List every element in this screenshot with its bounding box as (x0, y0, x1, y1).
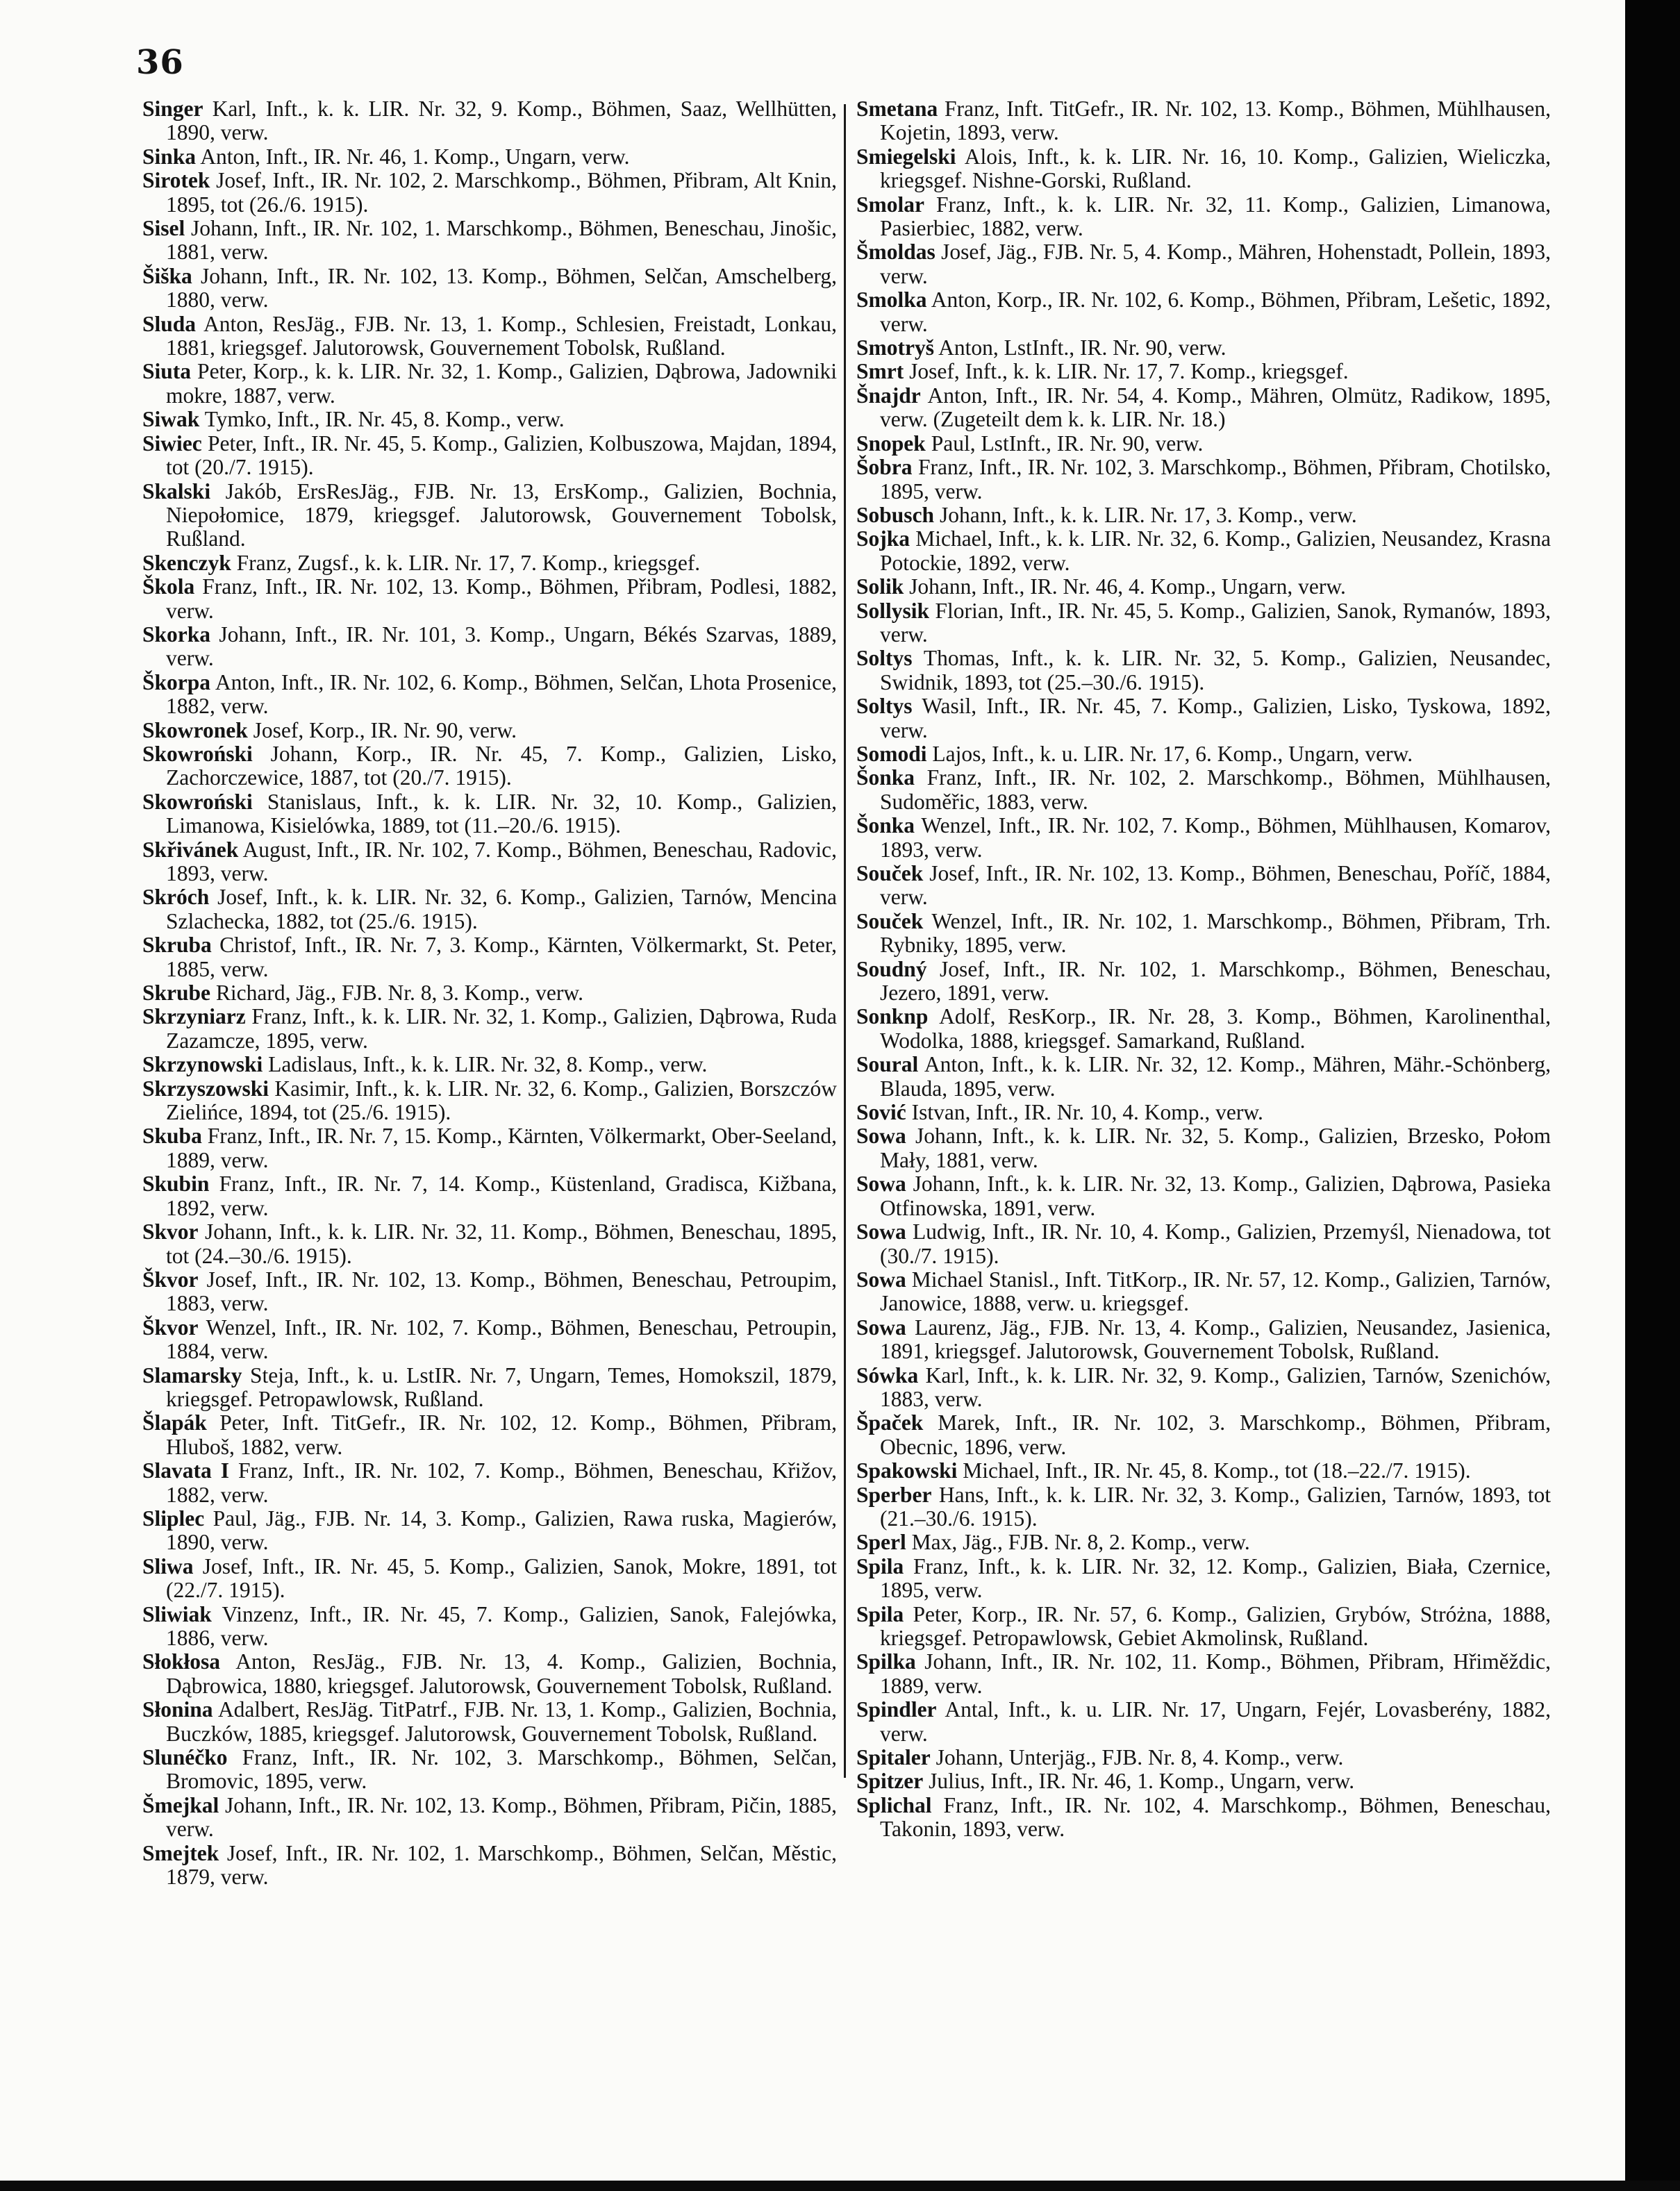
entry-details: Stanislaus, Inft., k. k. LIR. Nr. 32, 10. Komp., Galizien, Limanowa, Kisielówka, 1889, tot (11.–20./6. 1915). (166, 789, 837, 838)
entry-details: Vinzenz, Inft., IR. Nr. 45, 7. Komp., Galizien, Sanok, Falejówka, 1886, verw. (166, 1601, 837, 1650)
entry-details: Peter, Inft. TitGefr., IR. Nr. 102, 12. Komp., Böhmen, Přibram, Hluboš, 1882, verw. (166, 1410, 837, 1459)
entry-details: Antal, Inft., k. u. LIR. Nr. 17, Ungarn, Fejér, Lovasberény, 1882, verw. (880, 1697, 1552, 1746)
list-entry (142, 981, 837, 1005)
list-entry (856, 1268, 1551, 1316)
list-entry (142, 623, 837, 671)
entry-details: Wenzel, Inft., IR. Nr. 102, 1. Marschkomp., Böhmen, Přibram, Trh. Rybniky, 1895, verw. (880, 908, 1551, 958)
list-entry (142, 97, 837, 145)
list-entry (856, 193, 1551, 241)
entry-details: Johann, Inft., k. k. LIR. Nr. 17, 3. Komp., verw. (939, 502, 1357, 527)
entry-details: Franz, Inft., IR. Nr. 102, 7. Komp., Böhmen, Beneschau, Křižov, 1882, verw. (166, 1458, 837, 1507)
entry-surname: Soltys (856, 646, 913, 671)
entry-details: Josef, Jäg., FJB. Nr. 5, 4. Komp., Mähren, Hohenstadt, Pollein, 1893, verw. (880, 240, 1551, 288)
entry-details: Franz, Inft. TitGefr., IR. Nr. 102, 13. Komp., Böhmen, Mühlhausen, Kojetin, 1893, verw. (880, 97, 1551, 145)
list-entry (142, 360, 837, 408)
entry-surname: Škvor (142, 1267, 199, 1292)
entry-details: Alois, Inft., k. k. LIR. Nr. 16, 10. Komp., Galizien, Wieliczka, kriegsgef. Nishne-Gorski, Rußland. (880, 144, 1552, 193)
list-entry (856, 1555, 1551, 1603)
entry-surname: Šiška (142, 263, 192, 288)
right-column (856, 97, 1551, 1842)
entry-details: Anton, Inft., IR. Nr. 102, 6. Komp., Böhmen, Selčan, Lhota Prosenice, 1882, verw. (166, 669, 837, 719)
entry-surname: Skřivánek (142, 837, 239, 862)
list-entry (856, 360, 1551, 383)
entry-surname: Škorpa (142, 669, 211, 694)
list-entry (142, 1698, 837, 1746)
entry-surname: Skrube (142, 981, 211, 1006)
entry-surname: Solik (856, 574, 904, 599)
list-entry (142, 1603, 837, 1651)
list-entry (142, 265, 837, 313)
entry-surname: Smolar (856, 192, 924, 217)
entry-details: Franz, Inft., k. k. LIR. Nr. 32, 11. Komp., Galizien, Limanowa, Pasierbiec, 1882, verw. (880, 192, 1552, 241)
entry-details: Kasimir, Inft., k. k. LIR. Nr. 32, 6. Komp., Galizien, Borszczów Zielińce, 1894, tot (25./6. 1915). (166, 1076, 838, 1125)
entry-details: Franz, Inft., IR. Nr. 102, 2. Marschkomp., Böhmen, Mühlhausen, Sudoměřic, 1883, verw. (880, 765, 1552, 814)
entry-details: Johann, Inft., IR. Nr. 102, 11. Komp., Böhmen, Přibram, Hřiměždic, 1889, verw. (880, 1649, 1552, 1698)
list-entry (856, 503, 1551, 527)
entry-surname: Sliplec (142, 1506, 205, 1531)
entry-surname: Singer (142, 97, 203, 121)
entry-surname: Šmoldas (856, 240, 935, 265)
entry-surname: Spitzer (856, 1769, 924, 1794)
list-entry (856, 1124, 1551, 1172)
entry-details: Josef, Korp., IR. Nr. 90, verw. (253, 717, 517, 742)
entry-surname: Sperber (856, 1482, 932, 1507)
entry-surname: Sowa (856, 1315, 906, 1340)
entry-details: Karl, Inft., k. k. LIR. Nr. 32, 9. Komp., Böhmen, Saaz, Wellhütten, 1890, verw. (166, 97, 838, 145)
entry-surname: Soudný (856, 956, 927, 981)
entry-details: Michael Stanisl., Inft. TitKorp., IR. Nr. 57, 12. Komp., Galizien, Tarnów, Janowice, 1888, verw. u. kriegsgef. (880, 1267, 1552, 1316)
entry-surname: Słokłosa (142, 1649, 221, 1674)
entry-details: Josef, Inft., IR. Nr. 102, 1. Marschkomp., Böhmen, Beneschau, Jezero, 1891, verw. (880, 956, 1551, 1006)
entry-surname: Smolka (856, 288, 927, 313)
entry-surname: Smetana (856, 97, 938, 121)
list-entry (142, 480, 837, 551)
entry-surname: Šlapák (142, 1410, 207, 1435)
entry-surname: Slamarsky (142, 1363, 242, 1388)
entry-surname: Skvor (142, 1219, 199, 1244)
list-entry (142, 1316, 837, 1364)
entry-details: Anton, Inft., k. k. LIR. Nr. 32, 12. Komp., Mähren, Mähr.-Schönberg, Blauda, 1895, verw. (880, 1052, 1551, 1101)
entry-details: Max, Jäg., FJB. Nr. 8, 2. Komp., verw. (911, 1530, 1250, 1555)
list-entry (856, 384, 1551, 432)
entry-surname: Souček (856, 908, 924, 933)
list-entry (856, 599, 1551, 647)
list-entry (142, 408, 837, 431)
list-entry (142, 1268, 837, 1316)
entry-surname: Skrzyszowski (142, 1076, 269, 1101)
entry-surname: Šonka (856, 813, 915, 838)
entry-details: Adalbert, ResJäg. TitPatrf., FJB. Nr. 13, 1. Komp., Galizien, Bochnia, Buczków, 1885, kriegsgef. Jalutorowsk, Gouvernement Tobolsk, Rußland. (166, 1697, 838, 1746)
entry-surname: Sisel (142, 216, 185, 241)
entry-surname: Sówka (856, 1363, 919, 1388)
entry-surname: Skrzyniarz (142, 1004, 246, 1029)
entry-details: Franz, Inft., IR. Nr. 102, 3. Marschkomp., Böhmen, Přibram, Chotilsko, 1895, verw. (880, 455, 1551, 503)
entry-details: Lajos, Inft., k. u. LIR. Nr. 17, 6. Komp., Ungarn, verw. (932, 741, 1413, 766)
list-entry (142, 551, 837, 575)
entry-surname: Sliwiak (142, 1601, 212, 1626)
entry-surname: Spitaler (856, 1745, 931, 1770)
entry-surname: Šmejkal (142, 1792, 219, 1817)
entry-surname: Spindler (856, 1697, 937, 1722)
entry-surname: Sinka (142, 144, 197, 169)
entry-surname: Siuta (142, 359, 192, 384)
entry-details: Ludwig, Inft., IR. Nr. 10, 4. Komp., Galizien, Przemyśl, Nienadowa, tot (30./7. 1915). (880, 1219, 1551, 1268)
entry-details: Wasil, Inft., IR. Nr. 45, 7. Komp., Galizien, Lisko, Tyskowa, 1892, verw. (880, 694, 1552, 742)
list-entry (142, 1842, 837, 1890)
entry-details: Thomas, Inft., k. k. LIR. Nr. 32, 5. Komp., Galizien, Neusandec, Swidnik, 1893, tot (25.–30./6. 1915). (880, 646, 1551, 694)
entry-details: Franz, Inft., IR. Nr. 7, 14. Komp., Küstenland, Gradisca, Kižbana, 1892, verw. (166, 1172, 838, 1220)
list-entry (856, 1005, 1551, 1053)
entry-details: Richard, Jäg., FJB. Nr. 8, 3. Komp., verw. (215, 981, 583, 1006)
list-entry (856, 1794, 1551, 1842)
entry-surname: Sowa (856, 1172, 906, 1197)
entry-surname: Šonka (856, 765, 915, 790)
list-entry (142, 1507, 837, 1555)
entry-surname: Sović (856, 1100, 906, 1125)
entry-surname: Sirotek (142, 168, 210, 193)
entry-details: Peter, Korp., IR. Nr. 57, 6. Komp., Galizien, Grybów, Stróżna, 1888, kriegsgef. Petropawlowsk, Gebiet Akmolinsk, Rußland. (880, 1601, 1552, 1650)
entry-surname: Słonina (142, 1697, 213, 1722)
entry-surname: Skowroński (142, 789, 253, 814)
entry-surname: Skuba (142, 1124, 202, 1149)
list-entry (142, 145, 837, 169)
list-entry (856, 575, 1551, 599)
entry-surname: Slunéčko (142, 1745, 228, 1770)
entry-details: Johann, Inft., IR. Nr. 101, 3. Komp., Ungarn, Békés Szarvas, 1889, verw. (166, 622, 837, 671)
entry-details: Steja, Inft., k. u. LstIR. Nr. 7, Ungarn, Temes, Homokszil, 1879, kriegsgef. Petropawlowsk, Rußland. (166, 1363, 837, 1411)
list-entry (856, 1101, 1551, 1124)
list-entry (142, 1053, 837, 1076)
list-entry (856, 97, 1551, 145)
list-entry (856, 145, 1551, 193)
list-entry (856, 288, 1551, 336)
entry-surname: Souček (856, 861, 924, 885)
entry-surname: Skrzynowski (142, 1052, 263, 1077)
entry-details: Anton, ResJäg., FJB. Nr. 13, 4. Komp., Galizien, Bochnia, Dąbrowica, 1880, kriegsgef. Jalutorowsk, Gouvernement Tobolsk, Rußland. (166, 1649, 838, 1698)
entry-surname: Skruba (142, 933, 212, 958)
entry-details: Anton, LstInft., IR. Nr. 90, verw. (938, 335, 1226, 360)
entry-surname: Sliwa (142, 1553, 194, 1578)
entry-surname: Sollysik (856, 598, 930, 623)
entry-surname: Sluda (142, 311, 197, 336)
list-entry (856, 647, 1551, 694)
entry-details: Wenzel, Inft., IR. Nr. 102, 7. Komp., Böhmen, Beneschau, Petroupin, 1884, verw. (166, 1315, 837, 1364)
entry-details: Johann, Inft., IR. Nr. 102, 13. Komp., Böhmen, Přibram, Pičin, 1885, verw. (166, 1792, 838, 1842)
entry-details: Adolf, ResKorp., IR. Nr. 28, 3. Komp., Böhmen, Karolinenthal, Wodolka, 1888, kriegsgef. Samarkand, Rußland. (880, 1004, 1551, 1053)
list-entry (142, 1005, 837, 1053)
entry-surname: Sowa (856, 1267, 906, 1292)
entry-surname: Spila (856, 1601, 904, 1626)
list-entry (856, 1411, 1551, 1459)
list-entry (142, 933, 837, 981)
entry-details: Josef, Inft., k. k. LIR. Nr. 17, 7. Komp., kriegsgef. (909, 359, 1349, 384)
list-entry (856, 1531, 1551, 1554)
list-entry (142, 671, 837, 719)
page-number: 36 (136, 43, 184, 82)
list-entry (142, 575, 837, 623)
entry-details: Josef, Inft., IR. Nr. 102, 13. Komp., Böhmen, Beneschau, Petroupim, 1883, verw. (166, 1267, 837, 1316)
list-entry (142, 719, 837, 742)
entry-details: Franz, Inft., IR. Nr. 102, 3. Marschkomp., Böhmen, Selčan, Bromovic, 1895, verw. (166, 1745, 837, 1794)
entry-surname: Sobusch (856, 502, 935, 527)
list-entry (142, 1794, 837, 1842)
list-entry (142, 1077, 837, 1125)
entry-details: Johann, Inft., k. k. LIR. Nr. 32, 5. Komp., Galizien, Brzesko, Połom Mały, 1881, verw. (880, 1124, 1551, 1172)
entry-details: Johann, Inft., IR. Nr. 102, 1. Marschkomp., Böhmen, Beneschau, Jinošic, 1881, verw. (166, 216, 838, 265)
entry-surname: Siwiec (142, 431, 202, 456)
entry-surname: Skowronek (142, 717, 248, 742)
entry-surname: Spakowski (856, 1458, 958, 1483)
entry-details: Johann, Inft., IR. Nr. 46, 4. Komp., Ungarn, verw. (909, 574, 1346, 599)
entry-surname: Soltys (856, 694, 913, 719)
entry-details: Christof, Inft., IR. Nr. 7, 3. Komp., Kärnten, Völkermarkt, St. Peter, 1885, verw. (166, 933, 837, 981)
list-entry (856, 766, 1551, 814)
entry-surname: Škvor (142, 1315, 199, 1340)
entry-surname: Sowa (856, 1124, 906, 1149)
entry-details: August, Inft., IR. Nr. 102, 7. Komp., Böhmen, Beneschau, Radovic, 1893, verw. (166, 837, 837, 885)
entry-surname: Slavata I (142, 1458, 230, 1483)
entry-surname: Smotryš (856, 335, 934, 360)
list-entry (142, 432, 837, 480)
list-entry (142, 885, 837, 933)
entry-details: Josef, Inft., k. k. LIR. Nr. 32, 6. Komp., Galizien, Tarnów, Mencina Szlachecka, 1882, tot (25./6. 1915). (166, 885, 837, 933)
entry-surname: Skowroński (142, 741, 253, 766)
entry-surname: Sojka (856, 526, 910, 551)
entry-surname: Skubin (142, 1172, 210, 1197)
list-entry (142, 313, 837, 360)
list-entry (856, 240, 1551, 288)
list-entry (142, 838, 837, 886)
list-entry (142, 1650, 837, 1698)
entry-details: Josef, Inft., IR. Nr. 45, 5. Komp., Galizien, Sanok, Mokre, 1891, tot (22./7. 1915). (166, 1553, 837, 1603)
entry-surname: Smiegelski (856, 144, 956, 169)
list-entry (142, 1459, 837, 1507)
list-entry (856, 1483, 1551, 1531)
entry-details: Johann, Inft., k. k. LIR. Nr. 32, 11. Komp., Böhmen, Beneschau, 1895, tot (24.–30./6. 1915). (166, 1219, 837, 1268)
list-entry (856, 958, 1551, 1006)
scan-bottom-edge (0, 2181, 1680, 2191)
entry-details: Jakób, ErsResJäg., FJB. Nr. 13, ErsKomp., Galizien, Bochnia, Niepołomice, 1879, kriegsgef. Jalutorowsk, Gouvernement Tobolsk, Rußland. (166, 478, 837, 551)
entry-surname: Skenczyk (142, 550, 231, 575)
list-entry (856, 1650, 1551, 1698)
entry-surname: Skalski (142, 478, 211, 503)
list-entry (856, 456, 1551, 503)
list-entry (856, 1220, 1551, 1268)
list-entry (856, 527, 1551, 575)
list-entry (142, 217, 837, 265)
entry-details: Ladislaus, Inft., k. k. LIR. Nr. 32, 8. Komp., verw. (268, 1052, 708, 1077)
list-entry (856, 1603, 1551, 1651)
entry-details: Hans, Inft., k. k. LIR. Nr. 32, 3. Komp., Galizien, Tarnów, 1893, tot (21.–30./6. 1915). (880, 1482, 1552, 1531)
entry-details: Wenzel, Inft., IR. Nr. 102, 7. Komp., Böhmen, Mühlhausen, Komarov, 1893, verw. (880, 813, 1551, 862)
entry-details: Anton, Inft., IR. Nr. 54, 4. Komp., Mähren, Olmütz, Radikow, 1895, verw. (Zugeteilt dem k. k. LIR. Nr. 18.) (880, 383, 1552, 432)
entry-surname: Siwak (142, 407, 200, 432)
list-entry (856, 432, 1551, 456)
entry-details: Johann, Unterjäg., FJB. Nr. 8, 4. Komp., verw. (935, 1745, 1344, 1770)
entry-details: Peter, Korp., k. k. LIR. Nr. 32, 1. Komp., Galizien, Dąbrowa, Jadowniki mokre, 1887, verw. (166, 359, 838, 408)
list-entry (856, 814, 1551, 862)
entry-details: Josef, Inft., IR. Nr. 102, 13. Komp., Böhmen, Beneschau, Poříč, 1884, verw. (880, 861, 1551, 910)
entry-surname: Soural (856, 1052, 919, 1077)
entry-details: Josef, Inft., IR. Nr. 102, 1. Marschkomp., Böhmen, Selčan, Městic, 1879, verw. (166, 1840, 837, 1890)
list-entry (142, 1746, 837, 1794)
entry-details: Laurenz, Jäg., FJB. Nr. 13, 4. Komp., Galizien, Neusandez, Jasienica, 1891, kriegsgef. Jalutorowsk, Gouvernement Tobolsk, Rußland. (880, 1315, 1551, 1364)
entry-surname: Sperl (856, 1530, 906, 1555)
entry-surname: Skróch (142, 885, 210, 910)
list-entry (142, 1124, 837, 1172)
column-divider (844, 104, 846, 1778)
entry-details: Tymko, Inft., IR. Nr. 45, 8. Komp., verw. (204, 407, 565, 432)
list-entry (142, 1364, 837, 1412)
list-entry (856, 1364, 1551, 1412)
entry-surname: Šobra (856, 455, 913, 480)
entry-details: Franz, Inft., k. k. LIR. Nr. 32, 12. Komp., Galizien, Biała, Czernice, 1895, verw. (880, 1553, 1551, 1603)
list-entry (142, 742, 837, 790)
entry-surname: Spila (856, 1553, 904, 1578)
entry-details: Florian, Inft., IR. Nr. 45, 5. Komp., Galizien, Sanok, Rymanów, 1893, verw. (880, 598, 1551, 647)
entry-details: Karl, Inft., k. k. LIR. Nr. 32, 9. Komp., Galizien, Tarnów, Szenichów, 1883, verw. (880, 1363, 1551, 1411)
entry-details: Franz, Inft., IR. Nr. 7, 15. Komp., Kärnten, Völkermarkt, Ober-Seeland, 1889, verw. (166, 1124, 838, 1172)
entry-surname: Sonknp (856, 1004, 929, 1029)
list-entry (856, 910, 1551, 958)
entry-details: Johann, Korp., IR. Nr. 45, 7. Komp., Galizien, Lisko, Zachorczewice, 1887, tot (20./7. 1915). (166, 741, 838, 790)
entry-details: Josef, Inft., IR. Nr. 102, 2. Marschkomp., Böhmen, Přibram, Alt Knin, 1895, tot (26./6. 1915). (166, 168, 837, 217)
entry-details: Johann, Inft., IR. Nr. 102, 13. Komp., Böhmen, Selčan, Amschelberg, 1880, verw. (166, 263, 837, 313)
list-entry (142, 169, 837, 217)
entry-surname: Škola (142, 574, 195, 599)
list-entry (856, 694, 1551, 742)
scan-right-edge (1625, 0, 1680, 2191)
entry-details: Michael, Inft., IR. Nr. 45, 8. Komp., tot (18.–22./7. 1915). (963, 1458, 1471, 1483)
entry-details: Franz, Inft., IR. Nr. 102, 4. Marschkomp., Böhmen, Beneschau, Takonin, 1893, verw. (880, 1792, 1551, 1842)
entry-surname: Špaček (856, 1410, 924, 1435)
entry-surname: Smrt (856, 359, 904, 384)
list-entry (856, 1459, 1551, 1483)
list-entry (142, 790, 837, 838)
entry-details: Anton, Korp., IR. Nr. 102, 6. Komp., Böhmen, Přibram, Lešetic, 1892, verw. (880, 288, 1551, 336)
list-entry (142, 1172, 837, 1220)
entry-details: Julius, Inft., IR. Nr. 46, 1. Komp., Ungarn, verw. (929, 1769, 1355, 1794)
list-entry (142, 1220, 837, 1268)
entry-details: Johann, Inft., k. k. LIR. Nr. 32, 13. Komp., Galizien, Dąbrowa, Pasieka Otfinowska, 1891, verw. (880, 1172, 1551, 1220)
entry-surname: Šnajdr (856, 383, 921, 408)
entry-surname: Somodi (856, 741, 927, 766)
entry-surname: Skorka (142, 622, 211, 647)
list-entry (856, 1172, 1551, 1220)
list-entry (856, 1698, 1551, 1746)
left-column (142, 97, 837, 1889)
list-entry (856, 742, 1551, 766)
entry-details: Anton, ResJäg., FJB. Nr. 13, 1. Komp., Schlesien, Freistadt, Lonkau, 1881, kriegsgef. Jalutorowsk, Gouvernement Tobolsk, Rußland. (166, 311, 837, 360)
entry-details: Peter, Inft., IR. Nr. 45, 5. Komp., Galizien, Kolbuszowa, Majdan, 1894, tot (20./7. 1915). (166, 431, 837, 480)
entry-details: Paul, LstInft., IR. Nr. 90, verw. (931, 431, 1204, 456)
entry-details: Michael, Inft., k. k. LIR. Nr. 32, 6. Komp., Galizien, Neusandez, Krasna Potockie, 1892, verw. (880, 526, 1551, 575)
list-entry (142, 1411, 837, 1459)
list-entry (856, 1316, 1551, 1364)
list-entry (856, 1746, 1551, 1769)
list-entry (856, 336, 1551, 360)
entry-details: Franz, Inft., IR. Nr. 102, 13. Komp., Böhmen, Přibram, Podlesi, 1882, verw. (166, 574, 837, 623)
entry-details: Marek, Inft., IR. Nr. 102, 3. Marschkomp., Böhmen, Přibram, Obecnic, 1896, verw. (880, 1410, 1552, 1459)
list-entry (142, 1555, 837, 1603)
list-entry (856, 1053, 1551, 1101)
entry-surname: Snopek (856, 431, 926, 456)
entry-surname: Spilka (856, 1649, 916, 1674)
entry-surname: Sowa (856, 1219, 906, 1244)
list-entry (856, 1769, 1551, 1793)
list-entry (856, 862, 1551, 910)
entry-details: Franz, Inft., k. k. LIR. Nr. 32, 1. Komp., Galizien, Dąbrowa, Ruda Zazamcze, 1895, verw. (166, 1004, 837, 1053)
entry-details: Paul, Jäg., FJB. Nr. 14, 3. Komp., Galizien, Rawa ruska, Magierów, 1890, verw. (166, 1506, 838, 1555)
entry-surname: Smejtek (142, 1840, 219, 1865)
entry-details: Anton, Inft., IR. Nr. 46, 1. Komp., Ungarn, verw. (200, 144, 630, 169)
entry-details: Franz, Zugsf., k. k. LIR. Nr. 17, 7. Komp., kriegsgef. (236, 550, 701, 575)
entry-details: Istvan, Inft., IR. Nr. 10, 4. Komp., verw. (911, 1100, 1263, 1125)
entry-surname: Splichal (856, 1792, 932, 1817)
